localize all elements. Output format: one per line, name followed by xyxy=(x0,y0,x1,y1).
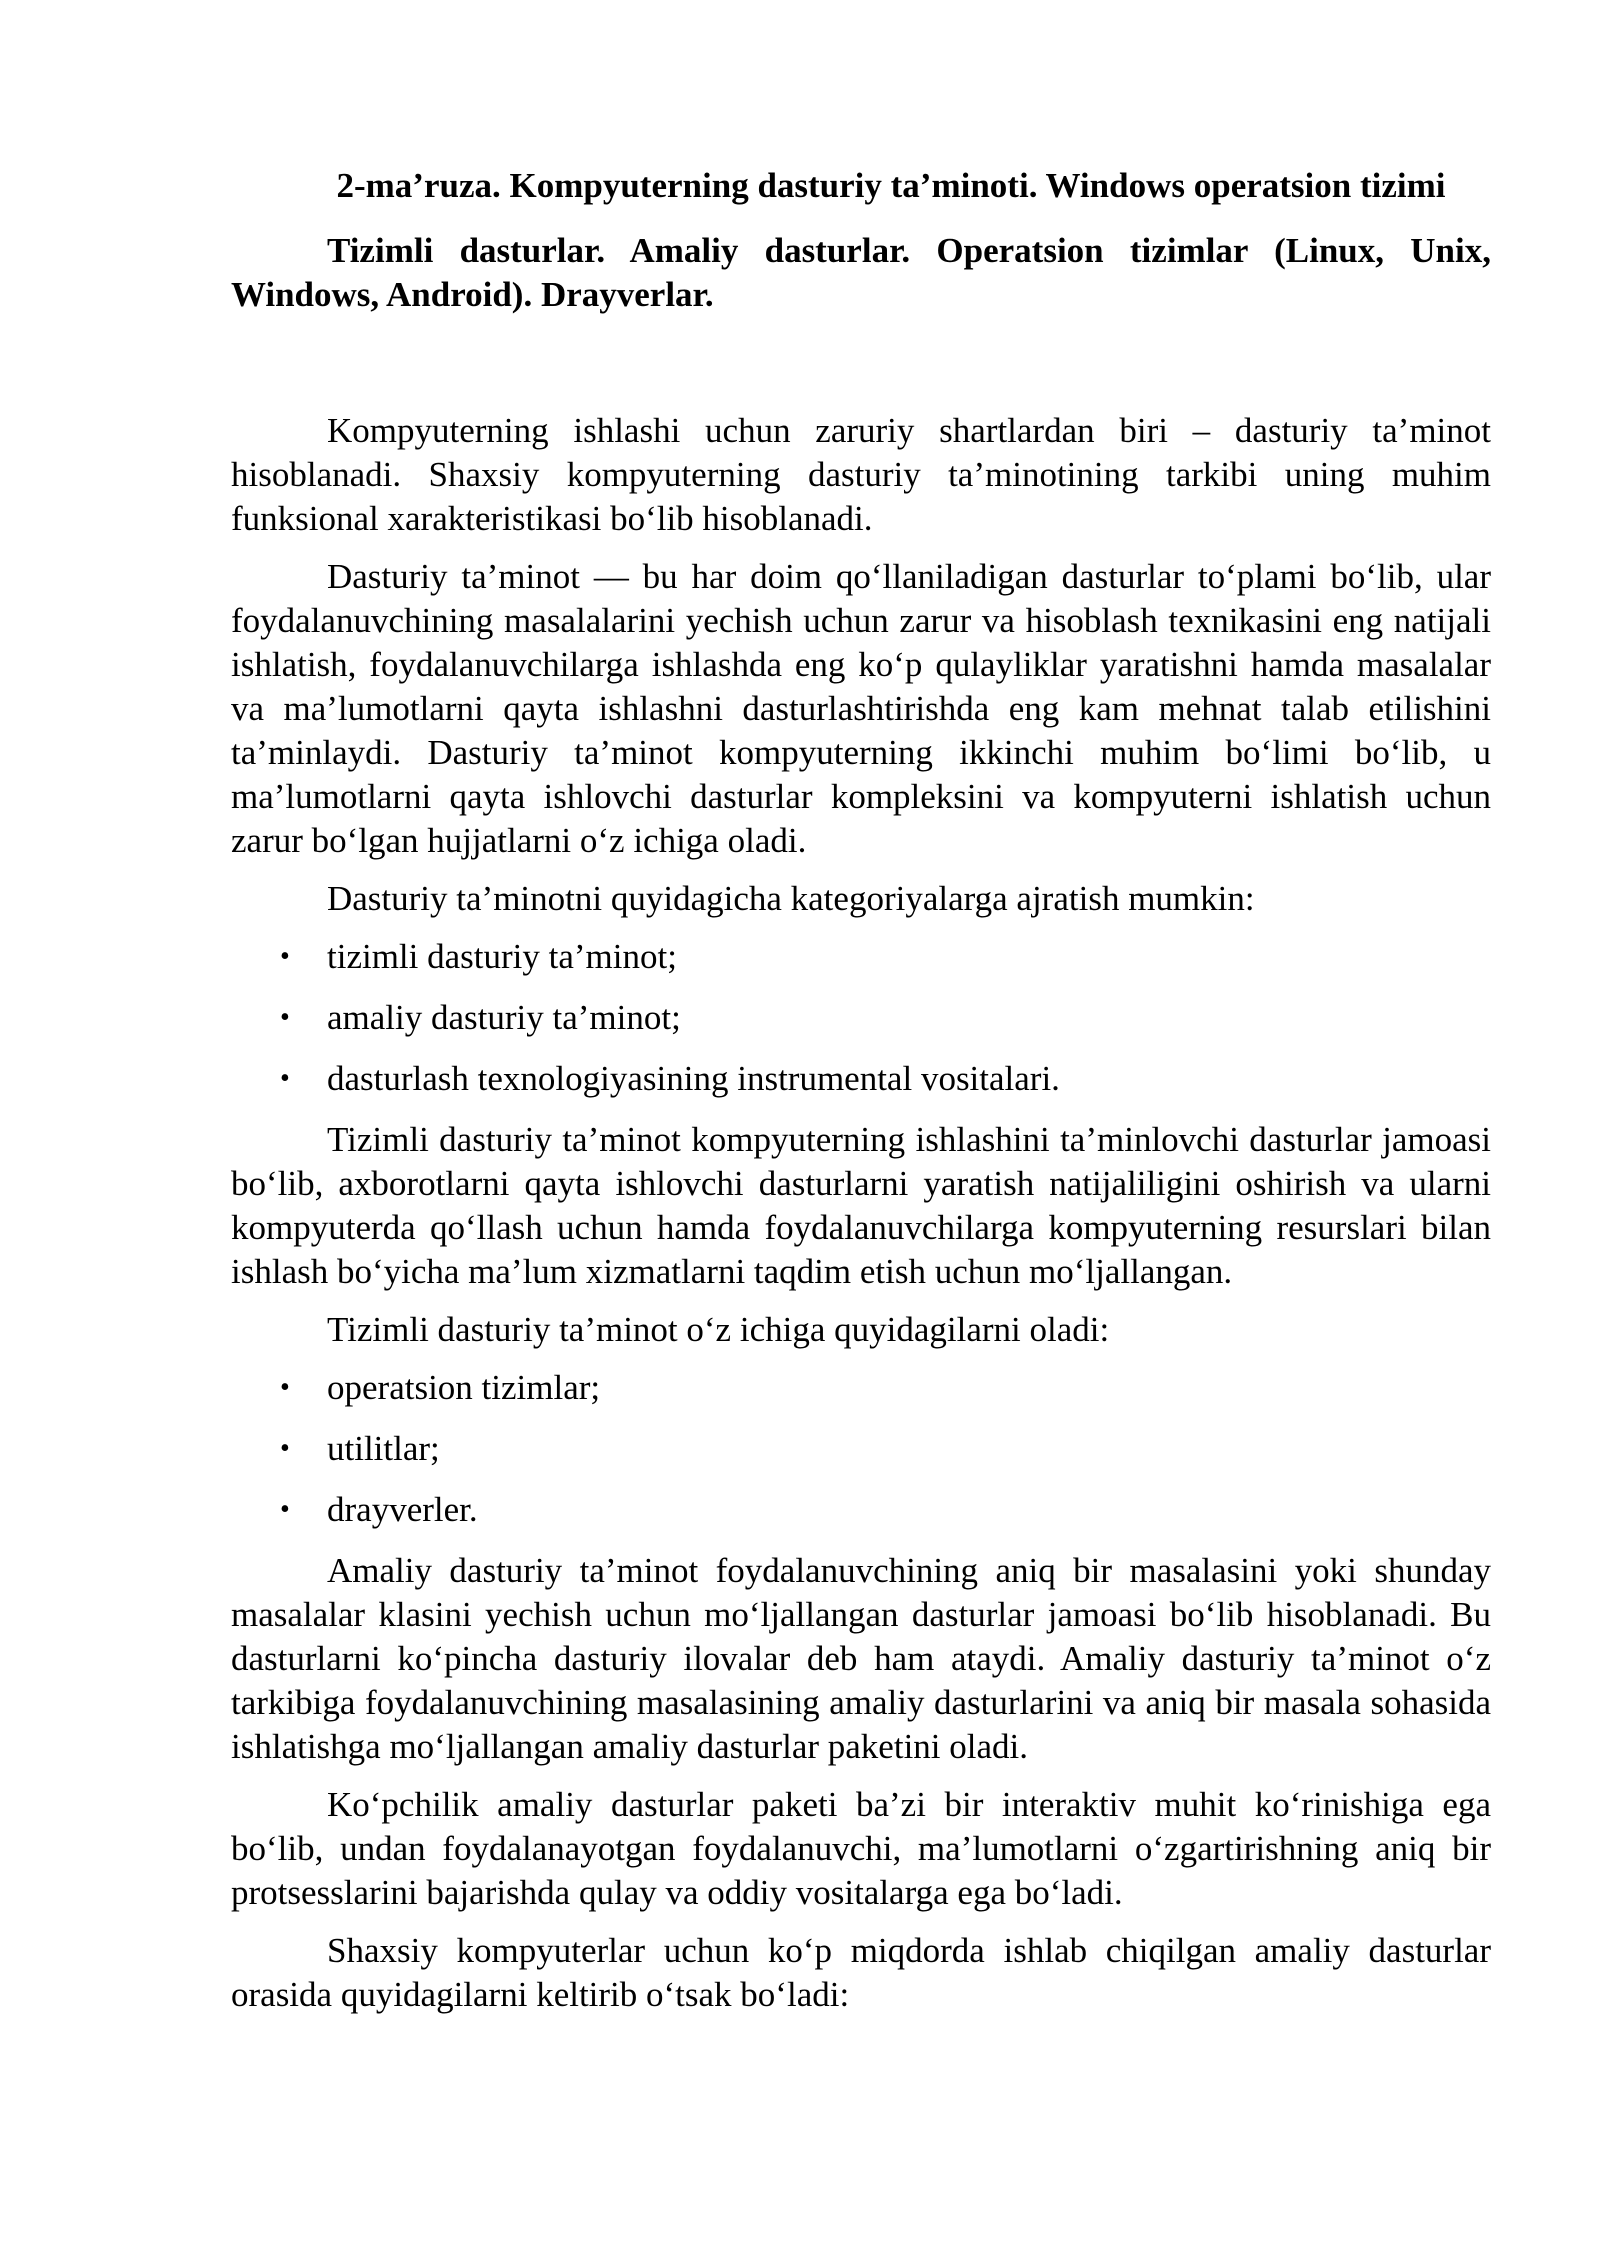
paragraph-application-software: Amaliy dasturiy ta’minot foydalanuvchining aniq bir masalasini yoki shunday masalalar klasini yechish uchun mo‘ljallangan dasturlar jamoasi bo‘lib hisoblanadi. Bu dasturlarni ko‘pincha dasturiy ilovalar deb ham ataydi. Amaliy dasturiy ta’minot o‘z tarkibiga foydalanuvchining masalasining amaliy dasturlarini va aniq bir masala sohasida ishlatishga mo‘ljallangan amaliy dasturlar paketini oladi. xyxy=(231,1551,1491,1766)
bullet-icon: • xyxy=(280,1063,290,1094)
list-item xyxy=(231,1057,1491,1101)
paragraph-system-software: Tizimli dasturiy ta’minot kompyuterning ishlashini ta’minlovchi dasturlar jamoasi bo‘lib, axborotlarni qayta ishlovchi dasturlarni yaratish natijaliligini oshirish va ularni kompyuterda qo‘llash uchun hamda foydalanuvchilarga kompyuterning resurslari bilan ishlash bo‘yicha ma’lum xizmatlarni taqdim etish uchun mo‘ljallangan. xyxy=(231,1120,1491,1291)
bullet-icon: • xyxy=(280,1494,290,1525)
bullet-icon: • xyxy=(280,941,290,972)
paragraph-definition: Dasturiy ta’minot — bu har doim qo‘llaniladigan dasturlar to‘plami bo‘lib, ular foydalanuvchining masalalarini yechish uchun zarur va hisoblash texnikasini eng natijali ishlatish, foydalanuvchilarga ishlashda eng ko‘p qulayliklar yaratishni hamda masalalar va ma’lumotlarni qayta ishlashni dasturlashtirishda eng kam mehnat talab etilishini ta’minlaydi. Dasturiy ta’minot kompyuterning ikkinchi muhim bo‘limi bo‘lib, u ma’lumotlarni qayta ishlovchi dasturlar kompleksini va kompyuterni ishlatish uchun zarur bo‘lgan hujjatlarni o‘z ichiga oladi. xyxy=(231,557,1491,860)
bullet-icon: • xyxy=(280,1372,290,1403)
lecture-subtitle: Tizimli dasturlar. Amaliy dasturlar. Operatsion tizimlar (Linux, Unix, Windows, Android). Drayverlar. xyxy=(231,231,1491,314)
list-item xyxy=(231,1366,1491,1410)
list-item xyxy=(231,1427,1491,1471)
document-content xyxy=(231,165,1491,2017)
list-item-text: tizimli dasturiy ta’minot; xyxy=(327,937,677,976)
list-item-text: utilitlar; xyxy=(327,1429,440,1468)
list-item-text: dasturlash texnologiyasining instrumental vositalari. xyxy=(327,1059,1060,1098)
paragraph-categories-lead: Dasturiy ta’minotni quyidagicha kategoriyalarga ajratish mumkin: xyxy=(327,879,1255,918)
paragraph-application-packages: Ko‘pchilik amaliy dasturlar paketi ba’zi bir interaktiv muhit ko‘rinishiga ega bo‘lib, undan foydalanayotgan foydalanuvchi, ma’lumotlarni o‘zgartirishning aniq bir protsesslarini bajarishda qulay va oddiy vositalarga ega bo‘ladi. xyxy=(231,1785,1491,1912)
lecture-title: 2-ma’ruza. Kompyuterning dasturiy ta’minoti. Windows operatsion tizimi xyxy=(336,166,1446,205)
list-item xyxy=(231,996,1491,1040)
bullet-icon: • xyxy=(280,1002,290,1033)
categories-list xyxy=(231,935,1491,1101)
list-item-text: operatsion tizimlar; xyxy=(327,1368,601,1407)
list-item-text: drayverler. xyxy=(327,1490,478,1529)
paragraph-intro: Kompyuterning ishlashi uchun zaruriy shartlardan biri – dasturiy ta’minot hisoblanadi. Shaxsiy kompyuterning dasturiy ta’minotining tarkibi uning muhim funksional xarakteristikasi bo‘lib hisoblanadi. xyxy=(231,411,1491,538)
list-item xyxy=(231,1488,1491,1532)
paragraph-application-examples-lead: Shaxsiy kompyuterlar uchun ko‘p miqdorda ishlab chiqilgan amaliy dasturlar orasida quyidagilarni keltirib o‘tsak bo‘ladi: xyxy=(231,1931,1491,2014)
list-item-text: amaliy dasturiy ta’minot; xyxy=(327,998,681,1037)
bullet-icon: • xyxy=(280,1433,290,1464)
list-item xyxy=(231,935,1491,979)
paragraph-system-includes-lead: Tizimli dasturiy ta’minot o‘z ichiga quyidagilarni oladi: xyxy=(327,1310,1110,1349)
system-software-list xyxy=(231,1366,1491,1532)
